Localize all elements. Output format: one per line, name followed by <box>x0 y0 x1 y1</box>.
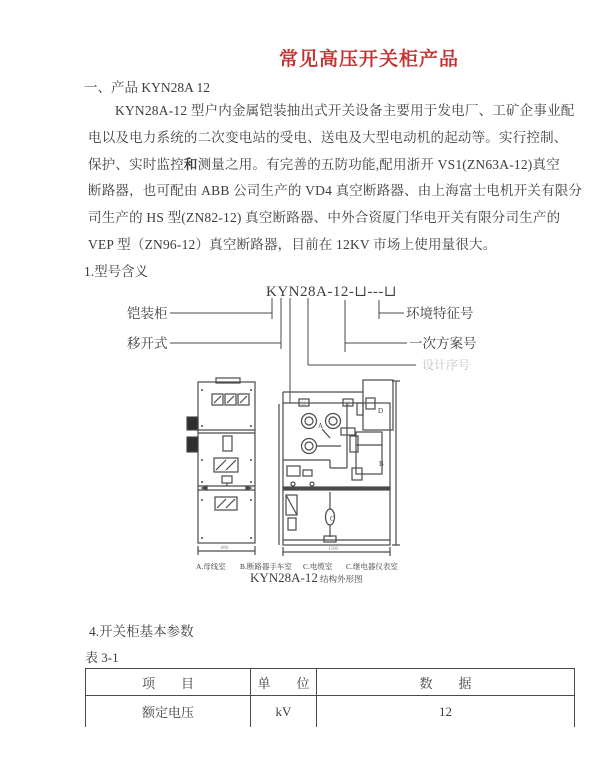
table-row <box>85 696 575 727</box>
header-data: 数 据 <box>316 669 575 695</box>
label-primary-scheme-number: 一次方案号 <box>409 336 477 351</box>
section-heading-parameters: 4.开关柜基本参数 <box>89 624 194 639</box>
paragraph-line: 电以及电力系统的二次变电站的受电、送电及大型电动机的起动等。实行控制、 <box>88 129 568 145</box>
section-heading-model: 1.型号含义 <box>84 264 149 279</box>
dimension-front-width: 800 <box>221 546 229 551</box>
header-unit: 单 位 <box>250 669 316 695</box>
top-mark: 30 <box>301 402 306 407</box>
cell-unit-kv: kV <box>250 696 316 727</box>
label-armored-cabinet: 铠装柜 <box>127 306 168 321</box>
cabinet-handle <box>187 437 198 452</box>
model-meaning-diagram <box>127 284 477 403</box>
model-and-outline-drawing <box>0 276 600 606</box>
cabinet-handle <box>187 417 198 430</box>
model-designation-text: KYN28A-12-⊔---⊔ <box>266 284 397 300</box>
legend-cable-room: C.电缆室 <box>303 562 333 571</box>
cell-value-12: 12 <box>316 696 575 727</box>
paragraph-line: 断路器，也可配由 ABB 公司生产的 VD4 真空断路器、由上海富士电机开关有限分 <box>88 183 583 199</box>
label-withdrawable: 移开式 <box>127 336 168 351</box>
compartment-letter-c: C <box>330 515 335 523</box>
cable-compartment <box>286 492 336 542</box>
busbar-insulators <box>302 414 341 454</box>
caption-suffix-text: 结构外形图 <box>320 574 363 584</box>
caption-model-text: KYN28A-12 <box>250 570 318 585</box>
label-environment-code: 环境特征号 <box>406 306 474 321</box>
meter-boxes <box>212 394 249 405</box>
parameters-table <box>85 668 575 727</box>
paragraph-text-bold: 和 <box>183 156 198 172</box>
screw-dots <box>201 389 252 539</box>
front-view-drawing <box>187 378 255 555</box>
paragraph-text: 保护、实时监控 <box>88 156 184 172</box>
paragraph-line <box>88 152 560 179</box>
compartment-letter-d: D <box>378 407 384 415</box>
legend-busbar-room: A.母线室 <box>196 562 226 571</box>
drawing-caption <box>250 570 363 585</box>
legend-relay-room: C.继电器仪表室 <box>346 562 398 571</box>
header-item: 项 目 <box>85 669 250 695</box>
relay-box <box>363 380 393 430</box>
section-heading-product: 一、产品 KYN28A 12 <box>84 80 211 95</box>
label-design-serial-faint: 设计序号 <box>422 358 471 372</box>
legend-breaker-room: B.断路器手车室 <box>240 562 292 571</box>
dimension-side-width: 1500 <box>328 547 338 552</box>
compartment-letter-b: B <box>379 460 384 468</box>
top-mark: 30 <box>345 402 350 407</box>
paragraph-line: KYN28A-12 型户内金属铠装抽出式开关设备主要用于发电厂、工矿企事业配 <box>115 103 575 118</box>
body-paragraph <box>88 98 583 259</box>
page-title: 常见高压开关柜产品 <box>279 49 460 70</box>
cell-rated-voltage: 额定电压 <box>85 696 250 727</box>
table-header-row <box>85 669 575 696</box>
table-label: 表 3-1 <box>85 650 119 665</box>
paragraph-line: 司生产的 HS 型(ZN82-12) 真空断路器、中外合资厦门华电开关有限分司生产的 <box>88 210 561 226</box>
compartment-letter-a: A <box>318 422 324 430</box>
paragraph-text: 测量之用。有完善的五防功能,配用浙开 VS1(ZN63A-12)真空 <box>197 156 560 172</box>
side-view-drawing <box>279 380 400 556</box>
paragraph-line: VEP 型（ZN96-12）真空断路器，目前在 12KV 市场上使用量很大。 <box>88 236 497 252</box>
